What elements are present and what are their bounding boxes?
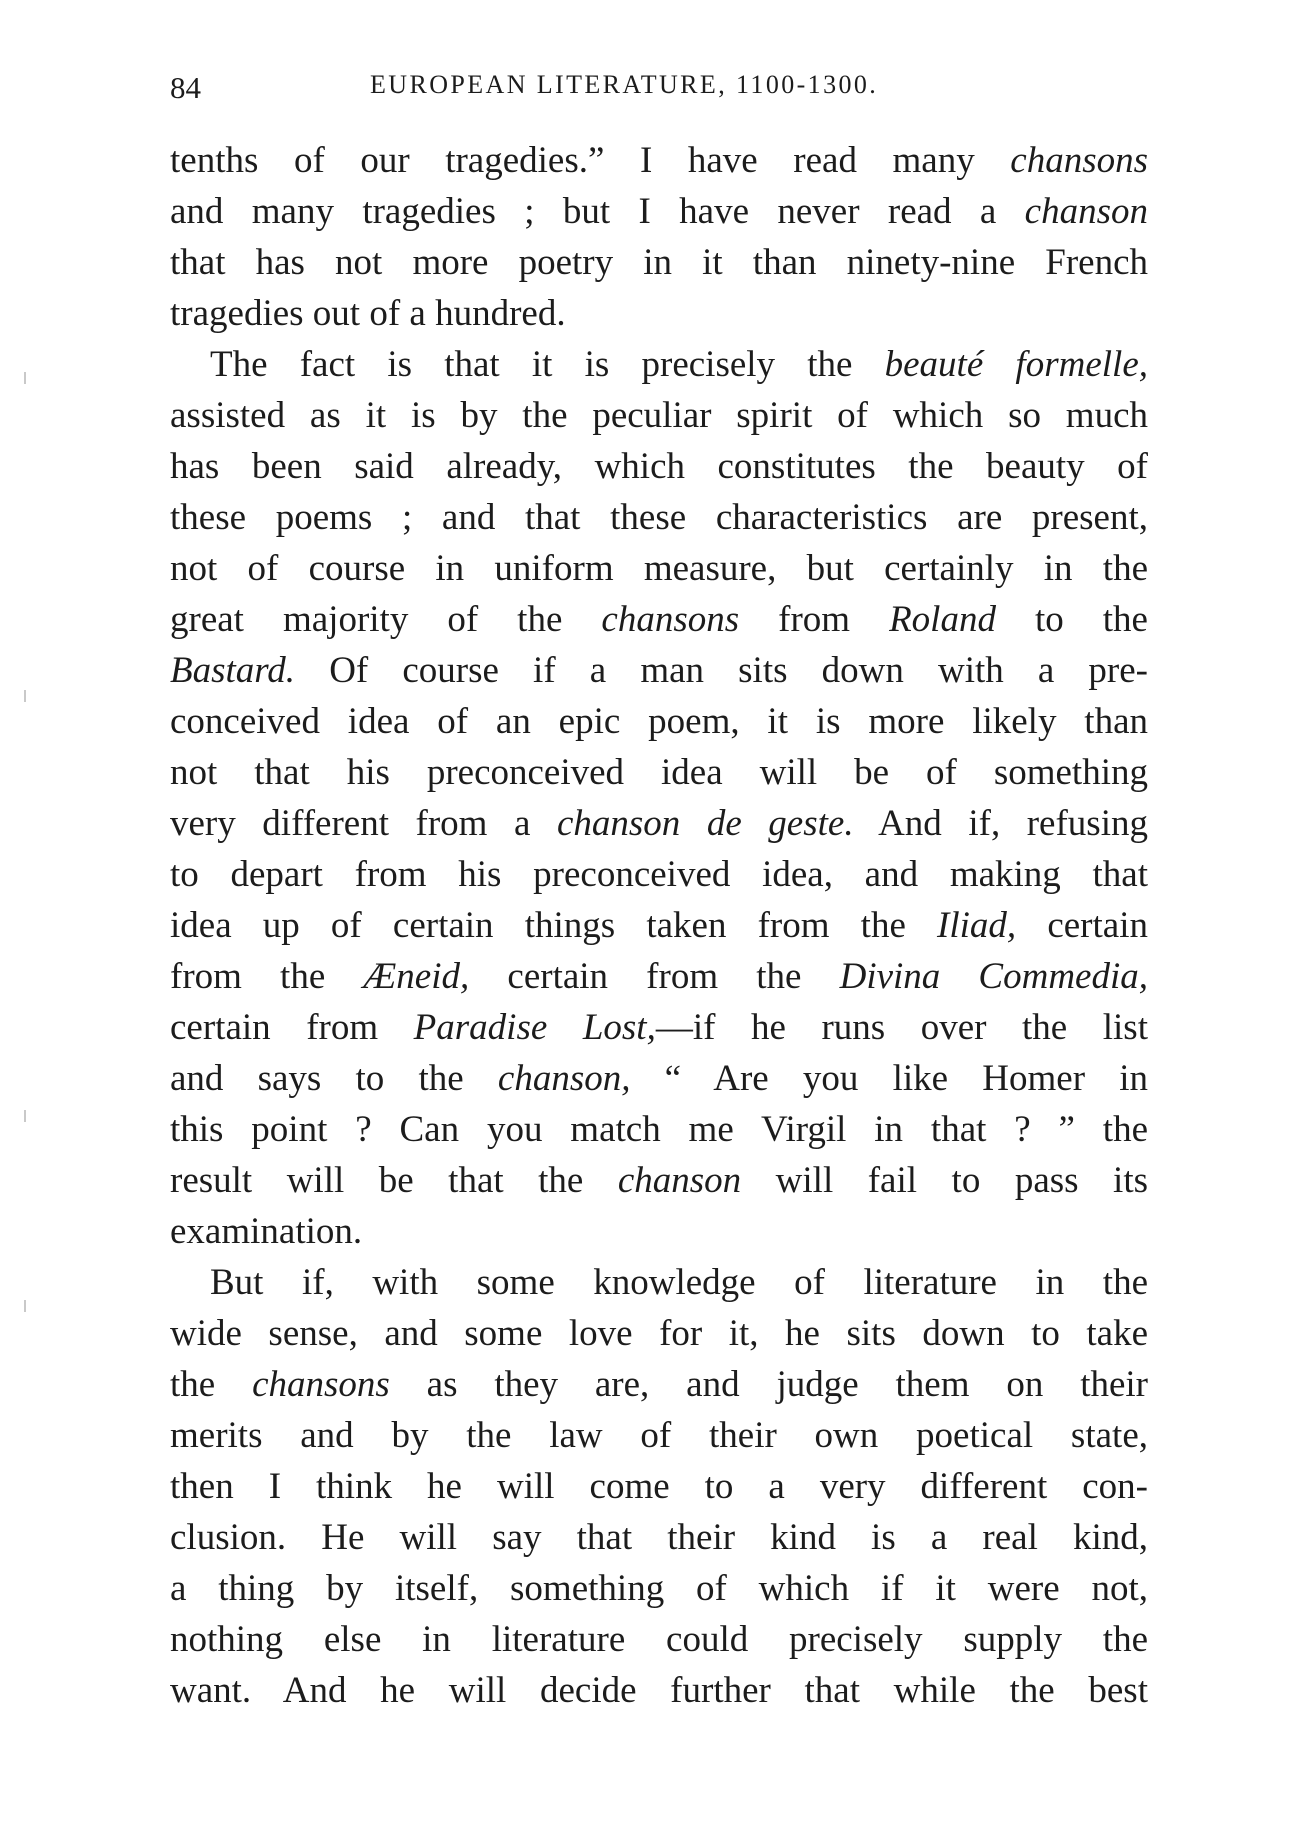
text-line: to depart from his preconceived idea, and making that	[170, 854, 1148, 895]
paragraph-2	[170, 339, 1148, 1257]
text-line: merits and by the law of their own poetical state,	[170, 1415, 1148, 1456]
text-line: a thing by itself, something of which if it were not,	[170, 1568, 1148, 1609]
text-line: result will be that the chanson will fail to pass its	[170, 1160, 1148, 1201]
text-line: tragedies out of a hundred.	[170, 293, 566, 334]
text-line: idea up of certain things taken from the Iliad, certain	[170, 905, 1148, 946]
text-line: tenths of our tragedies.” I have read many chansons	[170, 140, 1148, 181]
text-line: very different from a chanson de geste. And if, refusing	[170, 803, 1148, 844]
margin-mark	[24, 1300, 26, 1312]
running-head: EUROPEAN LITERATURE, 1100-1300.	[370, 70, 879, 99]
margin-mark	[24, 372, 26, 384]
text-line: and says to the chanson, “ Are you like Homer in	[170, 1058, 1148, 1099]
text-line: not of course in uniform measure, but certainly in the	[170, 548, 1148, 589]
text-line: wide sense, and some love for it, he sits down to take	[170, 1313, 1148, 1354]
text-line: the chansons as they are, and judge them on their	[170, 1364, 1148, 1405]
margin-mark	[24, 690, 26, 702]
text-line: that has not more poetry in it than ninety-nine French	[170, 242, 1148, 283]
text-line: assisted as it is by the peculiar spirit of which so much	[170, 395, 1148, 436]
text-line: and many tragedies ; but I have never read a chanson	[170, 191, 1148, 232]
text-line: not that his preconceived idea will be of something	[170, 752, 1148, 793]
text-line: examination.	[170, 1211, 363, 1252]
text-line: great majority of the chansons from Roland to the	[170, 599, 1148, 640]
text-line: But if, with some knowledge of literature in the	[210, 1262, 1148, 1303]
text-line: has been said already, which constitutes the beauty of	[170, 446, 1148, 487]
text-line: clusion. He will say that their kind is a real kind,	[170, 1517, 1148, 1558]
paragraph-3	[170, 1257, 1148, 1716]
paragraph-1	[170, 135, 1148, 339]
page-header	[170, 70, 960, 110]
page-number: 84	[170, 70, 201, 105]
text-line: The fact is that it is precisely the beauté formelle,	[210, 344, 1148, 385]
text-line: then I think he will come to a very different con-	[170, 1466, 1148, 1507]
margin-mark	[24, 1110, 26, 1122]
text-line: conceived idea of an epic poem, it is more likely than	[170, 701, 1148, 742]
text-line: want. And he will decide further that while the best	[170, 1670, 1148, 1711]
text-line: Bastard. Of course if a man sits down with a pre-	[170, 650, 1148, 691]
text-line: this point ? Can you match me Virgil in that ? ” the	[170, 1109, 1148, 1150]
text-line: from the Æneid, certain from the Divina Commedia,	[170, 956, 1149, 997]
text-line: nothing else in literature could precisely supply the	[170, 1619, 1148, 1660]
text-line: these poems ; and that these characteristics are present,	[170, 497, 1148, 538]
body-text	[170, 135, 1148, 1716]
text-line: certain from Paradise Lost,—if he runs over the list	[170, 1007, 1148, 1048]
